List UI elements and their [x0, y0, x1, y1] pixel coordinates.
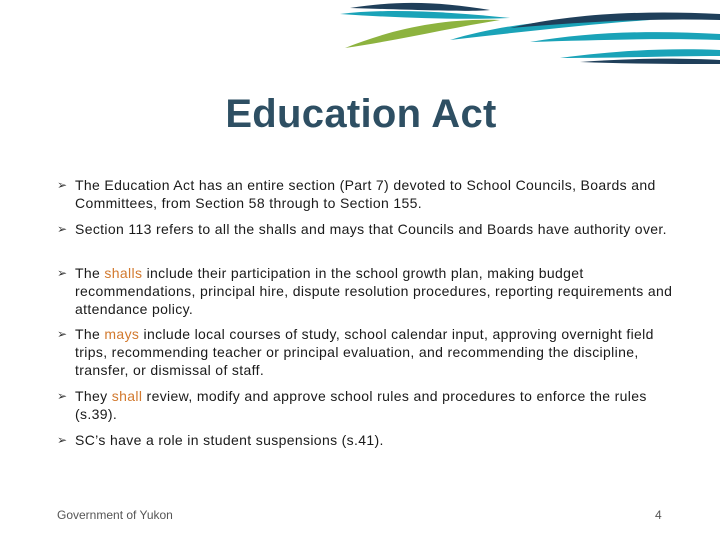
highlighted-term: shalls — [104, 265, 143, 281]
highlighted-term: shall — [111, 388, 143, 404]
bullet-text: The Education Act has an entire section (Part 7) devoted to School Councils, Boards and Committees, from Section 58 through to Section 155. — [75, 177, 656, 211]
bullet-item — [57, 176, 690, 212]
bullet-item — [57, 220, 690, 238]
bullet-item — [57, 431, 690, 449]
bullet-text: They — [75, 388, 112, 404]
bullet-text: The — [75, 265, 105, 281]
page-number: 4 — [655, 508, 662, 522]
slide-title: Education Act — [225, 92, 497, 136]
footer-organization: Government of Yukon — [57, 508, 173, 522]
arrowhead-bullet-icon: ➢ — [57, 389, 68, 403]
bullet-item — [57, 264, 690, 318]
bullet-text: review, modify and approve school rules and procedures to enforce the rules (s.39). — [75, 388, 647, 422]
bullet-text: include their participation in the school growth plan, making budget recommendations, principal hire, dispute resolution procedures, reporting requirements and attendance policy. — [75, 265, 673, 317]
bullet-item — [57, 387, 690, 423]
bullet-text: Section 113 refers to all the shalls and mays that Councils and Boards have authority over. — [75, 221, 667, 237]
arrowhead-bullet-icon: ➢ — [57, 266, 68, 280]
arrowhead-bullet-icon: ➢ — [57, 433, 68, 447]
arrowhead-bullet-icon: ➢ — [57, 327, 68, 341]
arrowhead-bullet-icon: ➢ — [57, 222, 68, 236]
bullet-text: include local courses of study, school calendar input, approving overnight field trips, recommending teacher or principal evaluation, and recommending the discipline, transfer, or dismissal of staff. — [75, 326, 654, 378]
bullet-text: SC’s have a role in student suspensions (s.41). — [75, 432, 384, 448]
highlighted-term: mays — [104, 326, 140, 342]
bullet-item — [57, 325, 690, 379]
arrowhead-bullet-icon: ➢ — [57, 178, 68, 192]
bullet-text: The — [75, 326, 105, 342]
wave-banner-decoration — [330, 0, 720, 70]
